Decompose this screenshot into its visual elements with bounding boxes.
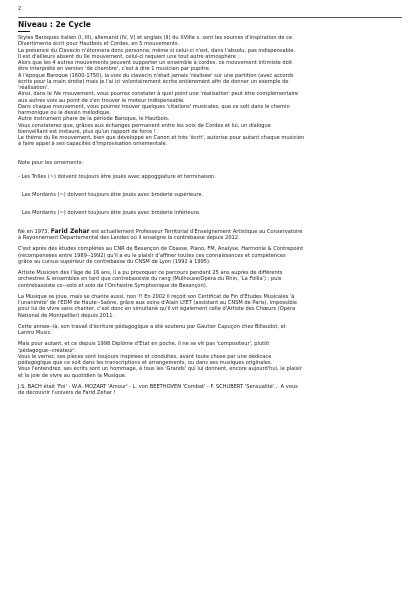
intro-line: écrits pour la main droite) mais je l'ai ici volontairement écrite entièrement afin de donner un exemple de <box>18 78 289 85</box>
ornament-trill-note: - Les Trilles (~) doivent toujours être joués avec appoggiature et terminaison. <box>18 173 216 180</box>
bio-intro-rest: est actuellement Professeur Territorial d'Enseignement Artistique au Conservatoire <box>89 228 303 235</box>
intro-line: La présence du Clavecin n'étonnera donc personne, même si celui-ci n'est, dans l'absolu, pas indispensable. <box>18 47 296 54</box>
bio-line: 'pédagogue--créateur'. <box>18 347 77 354</box>
page-number: 2 <box>18 6 22 12</box>
bio-line: C'est après des études complètes au CNR de Besançon de Cbasse, Piano, FM, Analyse, Harmonie & Contrepoint <box>18 246 304 253</box>
intro-line: Divertimento écrit pour Hautbois et Cordes, en 5 mouvements. <box>18 41 180 48</box>
bio-line: Mais pour autant, et ce depuis 1998 Diplôme d'Etat en poche, il ne se vit pas 'compositeur', plutôt <box>18 341 270 348</box>
composer-name: Farid Zehar <box>50 227 90 235</box>
intro-line: Il est d'ailleurs absent du IIe mouvement, celui-ci requiert une tout autre atmosphère : <box>18 53 240 60</box>
bio-line: Vous le verrez, ses pièces sont toujours inspirées et conduites, avant toute chose par une dédicace <box>18 353 272 360</box>
intro-section <box>18 35 402 148</box>
intro-line: bienveillant est instauré, plus qu'un rapport de force ! <box>18 128 156 135</box>
ornament-lower-mordent-note: Les Mordants (~) doivent toujours être joués avec broderie inférieure. <box>22 210 201 217</box>
bio-line: l'unanimité' de l'EDM de Haute--Saône, grâce aux soins d'Alain LYET (assistant au CNSM de Paris), impossible <box>18 300 297 307</box>
bio-line: de découvrir l'univers de Farid Zehar ! <box>18 390 116 397</box>
intro-line: Dans chaque mouvement, vous pourrez trouver quelques 'citations' musicales, que ce soit dans le chemin <box>18 103 290 110</box>
intro-line: aux autres voix au point de s'en trouver le moteur indispensable. <box>18 97 185 104</box>
bio-line: et la joie de vivre au quotidien la Musique. <box>18 372 127 379</box>
intro-line: Le thème du IIe mouvement, bien que développé en Canon et très 'écrit', autorise pour autant chaque musicien <box>18 135 305 141</box>
bio-line: Vous l'entendrez, ses écrits sont un hommage, à tous les 'Grands' qui lui donnent, encore aujourd'hui, le plaisir <box>18 366 302 373</box>
bio-line: La Musique se joue, mais se chante aussi, non ?! En 2002 il reçoit son Certificat de Fin d'Etudes Musicales 'à <box>18 293 295 300</box>
intro-line: à faire appel à ses capacités d'improvisation ornementale. <box>18 141 168 148</box>
document-page <box>18 20 402 396</box>
intro-line: harmonique ou le dessin mélodique. <box>18 110 111 116</box>
ornaments-intro: Note pour les ornements: <box>18 159 83 166</box>
intro-line: A l'époque Baroque (1600-1750), la voix du clavecin n'était jamais 'réalisée' sur une partition (avec accords <box>18 72 294 79</box>
level-heading: Niveau : 2e Cycle <box>18 20 402 31</box>
bio-line: (récompensées entre 1989--1992) qu'il a eu le plaisir d'affiner toutes ces connaissances et compétences <box>18 252 286 259</box>
bio-line: Cette annee--là, son travail d'écriture pédagogique a été soutenu par Gautier Capuçon chez Billaudot, et <box>18 323 286 330</box>
bio-line: Lantro Music. <box>18 330 53 337</box>
bio-line: J.S. BACH était 'Foi' - W.A. MOZART 'Amour' - L. von BEETHOVEN 'Combat' - F. SCHUBERT 'Sensualité'... A vous <box>18 383 298 390</box>
bio-line: orchestres & ensembles en tant que contrebassiste du rang (Mulhouse/Opéra du Rhin, 'La Follia') ; puis <box>18 276 282 283</box>
intro-line: Vous constaterez que, grâces aux échanges permanent entre les voix de Cordes et lui, un dialogue <box>18 122 271 129</box>
intro-line: Alors que les 4 autres mouvements peuvent supporter un ensemble à cordes, ce mouvement intimiste doit <box>18 60 293 66</box>
bio-line: grâce au cursus supérieur de contrebasse du CNSM de Lyon (1992 à 1995). <box>18 258 211 265</box>
intro-line: Styles Baroques italien (I, III), allemand (IV, V) et anglais (II) du XVIIIe s. sont les sources d'inspiration de ce <box>18 35 293 41</box>
intro-line: Ainsi, dans le IVe mouvement, vous pourrez constater à quel point une 'réalisation' peut être complémentaire <box>18 91 299 98</box>
biography-section <box>18 229 402 397</box>
bio-line: National de Montpellier) depuis 2011. <box>18 312 115 319</box>
bio-line: à Rayonnement Départemental des Landes où il enseigne la contrebasse depuis 2012. <box>18 235 240 242</box>
intro-line: être interprété en version 'de chambre', c'est à dire 1 musicien par pupitre. <box>18 66 211 73</box>
bio-line: contrebassiste co--solo et solo de l'Orchestre Symphonique de Besançon). <box>18 282 208 289</box>
bio-line: Artiste Musicien dès l'âge de 16 ans, il a pu provoquer ce parcours pendant 25 ans auprès de différents <box>18 270 283 277</box>
bio-intro-prefix: Né en 1973, <box>18 228 51 235</box>
bio-line: pour lui de vivre sans chanter, c'est donc en simultané qu'il vit également celle d'Artiste des Chœurs (Opéra <box>18 306 296 313</box>
intro-line: Autre instrument phare de la période Baroque, le Hautbois. <box>18 116 170 123</box>
ornament-upper-mordent-note: Les Mordants (~) doivent toujours être joués avec broderie supérieure. <box>22 192 204 198</box>
intro-line: 'réalisation'. <box>18 85 50 91</box>
ornaments-section <box>18 160 402 217</box>
bio-line: pédagogique que ce soit dans les transcriptions et arrangements, ou dans ses musiques originales. <box>18 360 273 367</box>
